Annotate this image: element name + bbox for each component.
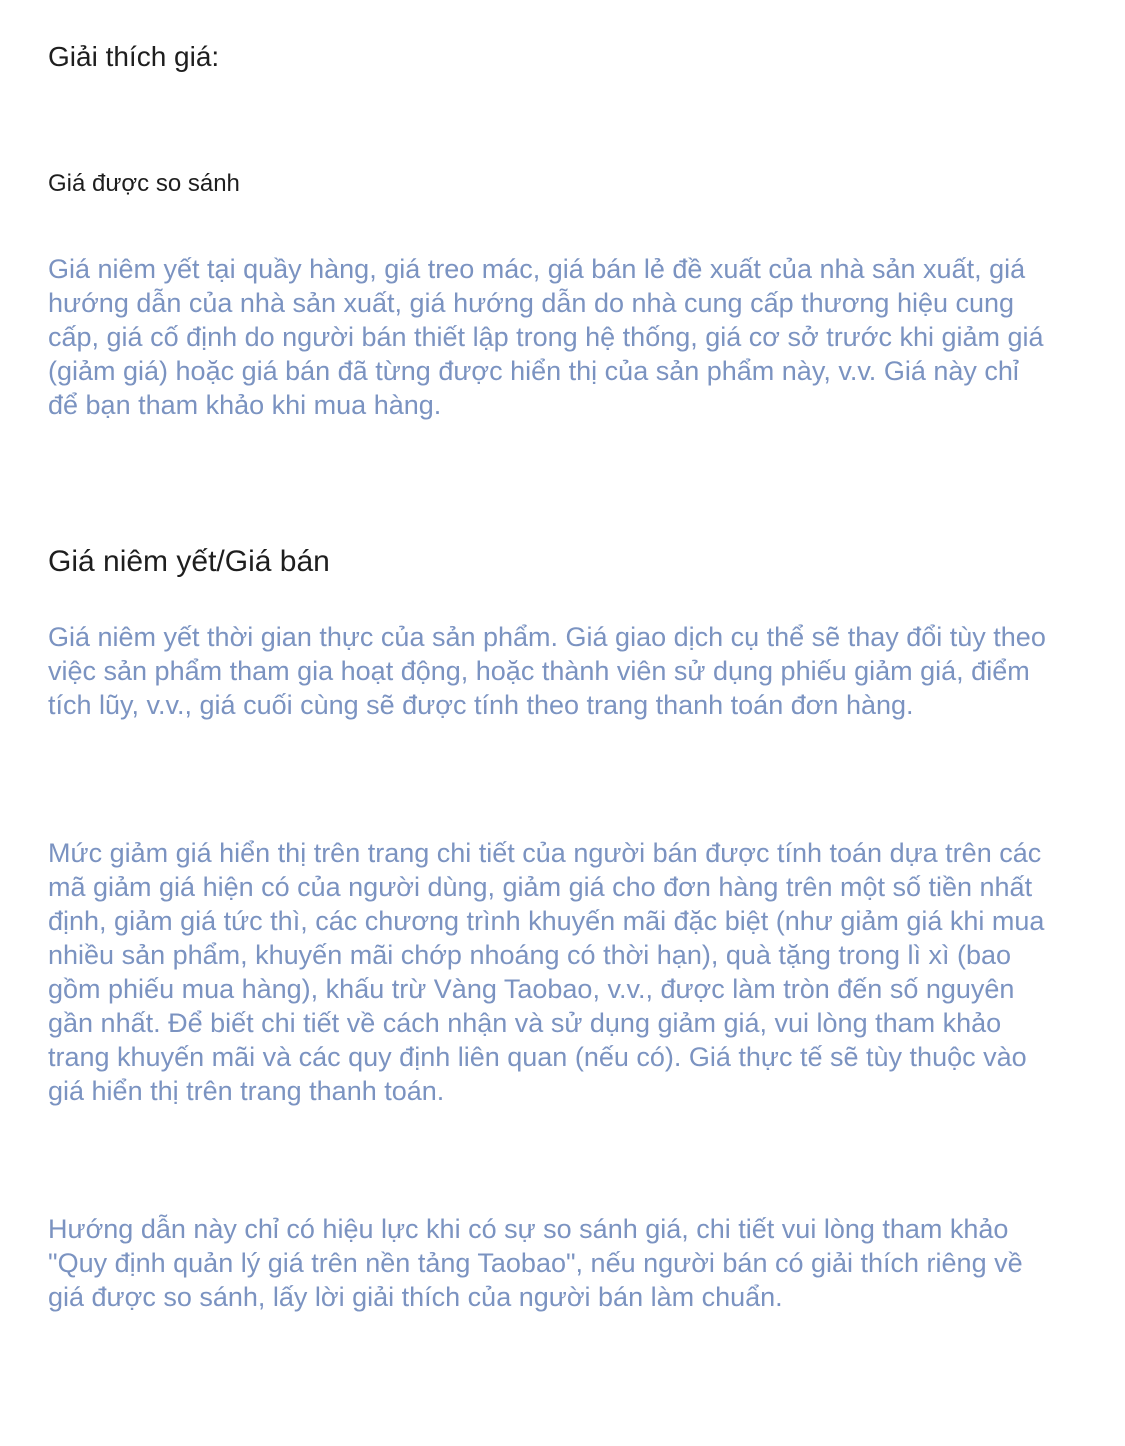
page-title: Giải thích giá: (48, 41, 220, 72)
paragraph-disclaimer: Hướng dẫn này chỉ có hiệu lực khi có sự so sánh giá, chi tiết vui lòng tham khảo "Quy định quản lý giá trên nền tảng Taobao", nếu người bán có giải thích riêng về giá được so sánh, lấy lời giải thích của người bán làm chuẩn. (48, 1214, 1023, 1312)
paragraph-discount-calculation: Mức giảm giá hiển thị trên trang chi tiết của người bán được tính toán dựa trên các mã giảm giá hiện có của người dùng, giảm giá cho đơn hàng trên một số tiền nhất định, giảm giá tức thì, các chương trình khuyến mãi đặc biệt (như giảm giá khi mua nhiều sản phẩm, khuyến mãi chớp nhoáng có thời hạn), quà tặng trong lì xì (bao gồm phiếu mua hàng), khấu trừ Vàng Taobao, v.v., được làm tròn đến số nguyên gần nhất. Để biết chi tiết về cách nhận và sử dụng giảm giá, vui lòng tham khảo trang khuyến mãi và các quy định liên quan (nếu có). Giá thực tế sẽ tùy thuộc vào giá hiển thị trên trang thanh toán. (48, 838, 1045, 1106)
paragraph-compared-price-definition: Giá niêm yết tại quầy hàng, giá treo mác, giá bán lẻ đề xuất của nhà sản xuất, giá hướng dẫn của nhà sản xuất, giá hướng dẫn do nhà cung cấp thương hiệu cung cấp, giá cố định do người bán thiết lập trong hệ thống, giá cơ sở trước khi giảm giá (giảm giá) hoặc giá bán đã từng được hiển thị của sản phẩm này, v.v. Giá này chỉ để bạn tham khảo khi mua hàng. (48, 254, 1044, 420)
section-heading-list-price: Giá niêm yết/Giá bán (48, 545, 330, 578)
section-heading-compared-price: Giá được so sánh (48, 170, 240, 197)
paragraph-list-price-definition: Giá niêm yết thời gian thực của sản phẩm. Giá giao dịch cụ thể sẽ thay đổi tùy theo việc sản phẩm tham gia hoạt động, hoặc thành viên sử dụng phiếu giảm giá, điểm tích lũy, v.v., giá cuối cùng sẽ được tính theo trang thanh toán đơn hàng. (48, 622, 1046, 720)
